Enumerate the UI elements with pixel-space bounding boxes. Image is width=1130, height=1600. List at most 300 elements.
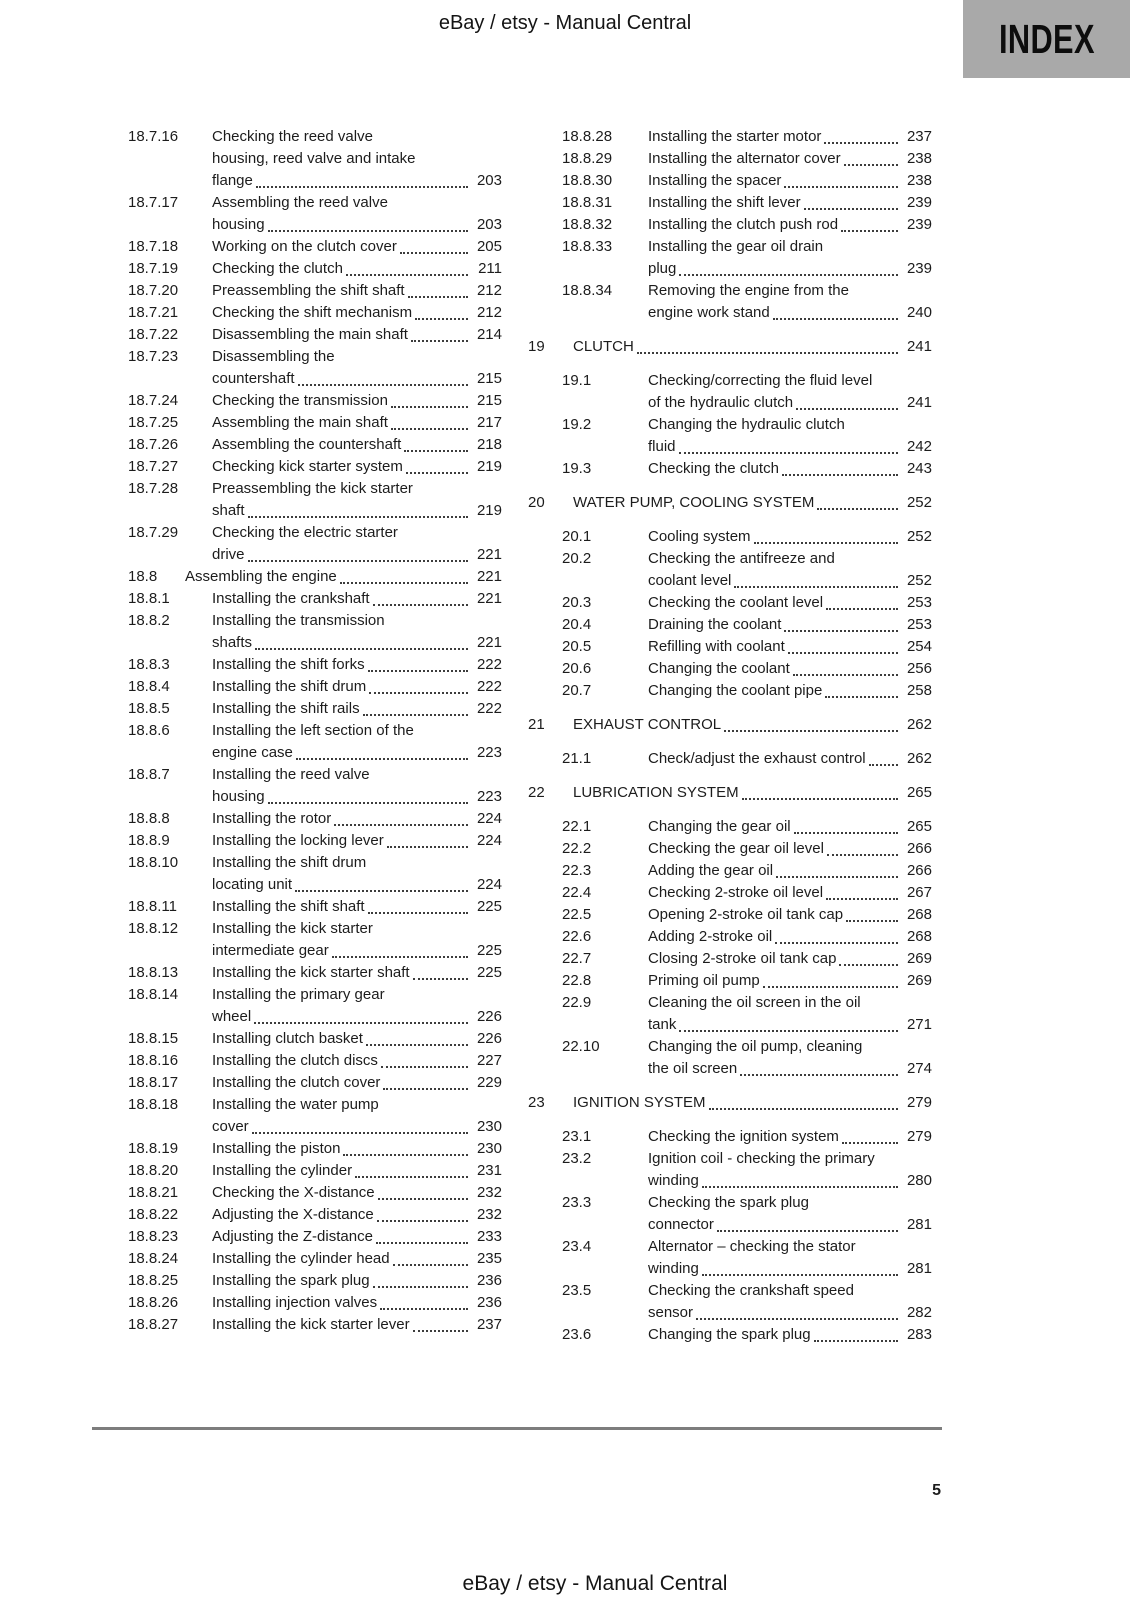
- toc-entry-number: 22.5: [562, 906, 592, 923]
- toc-entry: [528, 214, 932, 236]
- toc-entry-last-line: [212, 1050, 502, 1072]
- toc-entry-title-line: Changing the spark plug: [648, 1326, 811, 1343]
- dot-leader: [824, 126, 898, 144]
- toc-entry-title-line: Installing the piston: [212, 1140, 341, 1157]
- dot-leader: [404, 434, 468, 452]
- toc-entry-page: 212: [476, 282, 502, 299]
- toc-entry-number: 18.7.25: [128, 414, 179, 431]
- toc-entry: [128, 1094, 502, 1138]
- dot-leader: [377, 1204, 468, 1222]
- dot-leader: [734, 570, 898, 588]
- toc-entry-page: 237: [476, 1316, 502, 1333]
- toc-entry-page: 241: [906, 338, 932, 355]
- toc-entry-number: 18.7.27: [128, 458, 179, 475]
- toc-entry-title-line: WATER PUMP, COOLING SYSTEM: [573, 494, 815, 511]
- toc-entry-last-line: [648, 636, 932, 658]
- toc-entry-title-line: Ignition coil - checking the primary: [648, 1150, 875, 1167]
- toc-entry-last-line: [648, 392, 932, 414]
- dot-leader: [383, 1072, 468, 1090]
- toc-entry-body: [648, 214, 932, 236]
- dot-leader: [391, 390, 468, 408]
- toc-entry-number: 23: [528, 1094, 545, 1111]
- toc-entry-title-line: Cooling system: [648, 528, 751, 545]
- toc-entry-number: 18.8.9: [128, 832, 170, 849]
- toc-entry-page: 221: [476, 590, 502, 607]
- toc-entry-page: 212: [476, 304, 502, 321]
- toc-entry-title-line: Checking the transmission: [212, 392, 388, 409]
- toc-entry-page: 222: [476, 700, 502, 717]
- toc-entry-title-line: CLUTCH: [573, 338, 634, 355]
- toc-entry: [528, 414, 932, 458]
- dot-leader: [784, 614, 898, 632]
- toc-entry-body: [648, 148, 932, 170]
- toc-entry-title-line: Checking 2-stroke oil level: [648, 884, 824, 901]
- toc-entry-page: 222: [476, 656, 502, 673]
- dot-leader: [363, 698, 468, 716]
- toc-entry-title-line: Installing the transmission: [212, 612, 385, 629]
- toc-entry-body: [212, 456, 502, 478]
- dot-leader: [724, 714, 898, 732]
- dot-leader: [717, 1214, 898, 1232]
- dot-leader: [252, 1116, 468, 1134]
- toc-entry-page: 233: [476, 1228, 502, 1245]
- dot-leader: [846, 904, 898, 922]
- dot-leader: [702, 1170, 898, 1188]
- toc-entry-page: 225: [476, 942, 502, 959]
- toc-entry-body: [648, 170, 932, 192]
- toc-entry-page: 232: [476, 1184, 502, 1201]
- toc-entry-number: 18.7.20: [128, 282, 179, 299]
- toc-entry-last-line: [212, 698, 502, 720]
- toc-entry-last-line: [648, 458, 932, 480]
- toc-entry-title-line: Installing the kick starter shaft: [212, 964, 410, 981]
- toc-entry-last-line: [212, 632, 502, 654]
- toc-entry: [128, 1248, 502, 1270]
- toc-entry-title-line: Installing injection valves: [212, 1294, 378, 1311]
- toc-entry-title-line: Preassembling the kick starter: [212, 480, 413, 497]
- toc-entry-body: [573, 714, 932, 736]
- toc-entry: [128, 390, 502, 412]
- toc-entry-body: [212, 610, 502, 654]
- toc-entry-page: 269: [906, 972, 932, 989]
- toc-entry-title-line: Installing the cylinder: [212, 1162, 353, 1179]
- index-tab: [963, 0, 1130, 78]
- toc-entry-body: [648, 192, 932, 214]
- toc-entry-page: 281: [906, 1260, 932, 1277]
- toc-entry-page: 214: [476, 326, 502, 343]
- toc-entry-title-line: Installing the gear oil drain: [648, 238, 824, 255]
- toc-entry: [128, 1138, 502, 1160]
- toc-entry: [128, 698, 502, 720]
- toc-entry-number: 18.8.19: [128, 1140, 179, 1157]
- toc-entry-page: 279: [906, 1094, 932, 1111]
- toc-entry-body: [648, 1324, 932, 1346]
- dot-leader: [754, 526, 898, 544]
- dot-leader: [346, 258, 468, 276]
- toc-entry-body: [185, 566, 502, 588]
- toc-entry-page: 280: [906, 1172, 932, 1189]
- toc-entry-body: [648, 882, 932, 904]
- toc-entry: [528, 592, 932, 614]
- dot-leader: [415, 302, 468, 320]
- toc-entry-last-line: [212, 1028, 502, 1050]
- toc-entry-body: [212, 588, 502, 610]
- toc-entry-last-line: [212, 962, 502, 984]
- dot-leader: [373, 588, 468, 606]
- toc-entry-body: [212, 1248, 502, 1270]
- toc-entry-page: 223: [476, 744, 502, 761]
- toc-entry: [528, 614, 932, 636]
- toc-entry: [128, 654, 502, 676]
- toc-entry-body: [212, 280, 502, 302]
- toc-entry-body: [648, 816, 932, 838]
- toc-entry-body: [212, 1204, 502, 1226]
- toc-entry: [528, 1324, 932, 1346]
- toc-entry: [528, 948, 932, 970]
- toc-entry-number: 18.8.27: [128, 1316, 179, 1333]
- dot-leader: [709, 1092, 898, 1110]
- toc-entry-last-line: [648, 948, 932, 970]
- toc-entry-title-line: engine case: [212, 744, 293, 761]
- toc-entry: [128, 1226, 502, 1248]
- toc-entry-page: 211: [478, 260, 502, 277]
- toc-entry-page: 223: [476, 788, 502, 805]
- toc-entry-page: 236: [476, 1272, 502, 1289]
- toc-entry-last-line: [212, 588, 502, 610]
- toc-entry-last-line: [648, 214, 932, 236]
- toc-entry-last-line: [648, 1302, 932, 1324]
- toc-entry-number: 20.6: [562, 660, 592, 677]
- toc-entry-page: 203: [476, 216, 502, 233]
- toc-entry-number: 18.8.28: [562, 128, 613, 145]
- toc-entry: [128, 258, 502, 280]
- toc-entry-body: [573, 782, 932, 804]
- toc-entry-page: 221: [476, 634, 502, 651]
- toc-entry-body: [648, 992, 932, 1036]
- toc-entry-last-line: [185, 566, 502, 588]
- toc-entry: [528, 748, 932, 770]
- toc-entry-body: [212, 1160, 502, 1182]
- toc-entry-title-line: Installing the clutch cover: [212, 1074, 381, 1091]
- toc-entry-title-line: Disassembling the main shaft: [212, 326, 408, 343]
- toc-entry-number: 18.8.22: [128, 1206, 179, 1223]
- dot-leader: [782, 458, 898, 476]
- toc-entry-number: 18.8.18: [128, 1096, 179, 1113]
- toc-entry-title-line: housing: [212, 788, 265, 805]
- toc-entry-last-line: [212, 1292, 502, 1314]
- toc-column-left: [128, 126, 502, 1336]
- toc-entry-page: 265: [906, 818, 932, 835]
- toc-entry-number: 22.10: [562, 1038, 600, 1055]
- toc-entry: [128, 126, 502, 192]
- toc-entry-body: [212, 1314, 502, 1336]
- toc-entry-last-line: [648, 1058, 932, 1080]
- toc-entry-title-line: Assembling the reed valve: [212, 194, 388, 211]
- toc-entry-title-line: Check/adjust the exhaust control: [648, 750, 866, 767]
- toc-entry: [528, 1148, 932, 1192]
- toc-entry-body: [648, 658, 932, 680]
- toc-entry-last-line: [212, 280, 502, 302]
- toc-entry-page: 215: [476, 392, 502, 409]
- toc-entry-last-line: [212, 940, 502, 962]
- dot-leader: [776, 860, 898, 878]
- toc-entry-title-line: Installing the clutch discs: [212, 1052, 378, 1069]
- toc-entry-last-line: [648, 1170, 932, 1192]
- toc-entry-body: [212, 1028, 502, 1050]
- toc-entry: [528, 280, 932, 324]
- page-footer-title: eBay / etsy - Manual Central: [462, 1572, 728, 1595]
- toc-entry-title-line: flange: [212, 172, 253, 189]
- toc-entry-title-line: Opening 2-stroke oil tank cap: [648, 906, 844, 923]
- toc-entry-title-line: winding: [648, 1172, 699, 1189]
- toc-entry-number: 18.8.30: [562, 172, 613, 189]
- toc-entry-number: 20.4: [562, 616, 592, 633]
- toc-entry: [128, 302, 502, 324]
- toc-entry-page: 253: [906, 616, 932, 633]
- toc-entry-number: 18.8.33: [562, 238, 613, 255]
- toc-entry: [528, 336, 932, 358]
- dot-leader: [788, 636, 898, 654]
- toc-entry-number: 18.8.20: [128, 1162, 179, 1179]
- toc-entry-page: 217: [476, 414, 502, 431]
- dot-leader: [248, 544, 468, 562]
- toc-entry-title-line: Installing the shift forks: [212, 656, 365, 673]
- dot-leader: [366, 1028, 468, 1046]
- toc-entry-body: [648, 904, 932, 926]
- toc-entry-page: 215: [476, 370, 502, 387]
- dot-leader: [413, 1314, 468, 1332]
- toc-entry-title-line: wheel: [212, 1008, 252, 1025]
- toc-entry: [528, 1092, 932, 1114]
- toc-entry-page: 230: [476, 1118, 502, 1135]
- toc-entry-page: 262: [906, 716, 932, 733]
- toc-entry-page: 224: [476, 810, 502, 827]
- toc-entry-page: 279: [906, 1128, 932, 1145]
- toc-entry-body: [212, 1182, 502, 1204]
- toc-entry-title-line: Draining the coolant: [648, 616, 782, 633]
- toc-entry-body: [212, 918, 502, 962]
- toc-entry-last-line: [648, 614, 932, 636]
- toc-entry-body: [648, 1236, 932, 1280]
- toc-entry-title-line: Assembling the main shaft: [212, 414, 388, 431]
- toc-entry-number: 22.3: [562, 862, 592, 879]
- toc-entry-body: [212, 984, 502, 1028]
- toc-entry-last-line: [648, 570, 932, 592]
- toc-entry: [128, 830, 502, 852]
- toc-entry-page: 262: [906, 750, 932, 767]
- toc-entry-title-line: housing, reed valve and intake: [212, 150, 416, 167]
- toc-entry-body: [212, 258, 502, 280]
- toc-entry: [128, 896, 502, 918]
- toc-entry-title-line: Installing the alternator cover: [648, 150, 841, 167]
- toc-entry-title-line: Checking kick starter system: [212, 458, 403, 475]
- toc-entry: [528, 926, 932, 948]
- toc-entry-title-line: LUBRICATION SYSTEM: [573, 784, 739, 801]
- toc-entry-title-line: Installing the kick starter lever: [212, 1316, 410, 1333]
- dot-leader: [841, 214, 898, 232]
- toc-entry-last-line: [212, 1138, 502, 1160]
- toc-entry-last-line: [212, 412, 502, 434]
- toc-entry-page: 227: [476, 1052, 502, 1069]
- dot-leader: [411, 324, 468, 342]
- toc-entry-title-line: Installing the clutch push rod: [648, 216, 839, 233]
- toc-entry-number: 20.5: [562, 638, 592, 655]
- toc-entry-number: 18.7.19: [128, 260, 179, 277]
- footer-divider: [92, 1427, 942, 1430]
- toc-entry-page: 236: [476, 1294, 502, 1311]
- toc-entry: [128, 1204, 502, 1226]
- toc-entry-page: 221: [476, 568, 502, 585]
- toc-entry-number: 18.7.21: [128, 304, 179, 321]
- dot-leader: [400, 236, 468, 254]
- toc-entry-last-line: [648, 860, 932, 882]
- toc-entry-title-line: Installing the left section of the: [212, 722, 414, 739]
- toc-entry-title-line: Disassembling the: [212, 348, 335, 365]
- toc-entry-last-line: [212, 1226, 502, 1248]
- dot-leader: [784, 170, 898, 188]
- dot-leader: [679, 258, 898, 276]
- toc-entry: [128, 1028, 502, 1050]
- dot-leader: [775, 926, 898, 944]
- toc-entry-body: [648, 1280, 932, 1324]
- toc-entry-title-line: housing: [212, 216, 265, 233]
- toc-entry-last-line: [648, 1258, 932, 1280]
- toc-entry-page: 243: [906, 460, 932, 477]
- toc-entry: [128, 1050, 502, 1072]
- toc-entry-title-line: Installing the shift shaft: [212, 898, 365, 915]
- toc-entry: [128, 1072, 502, 1094]
- toc-entry-last-line: [212, 676, 502, 698]
- dot-leader: [702, 1258, 898, 1276]
- toc-entry-page: 232: [476, 1206, 502, 1223]
- toc-entry-page: 252: [906, 528, 932, 545]
- toc-entry-title-line: Changing the oil pump, cleaning: [648, 1038, 863, 1055]
- toc-entry: [128, 192, 502, 236]
- dot-leader: [376, 1226, 468, 1244]
- toc-entry-body: [212, 1292, 502, 1314]
- toc-entry-body: [648, 526, 932, 548]
- toc-entry-title-line: Installing the spark plug: [212, 1272, 370, 1289]
- dot-leader: [393, 1248, 468, 1266]
- toc-entry-body: [648, 592, 932, 614]
- toc-entry-body: [648, 748, 932, 770]
- toc-entry-page: 274: [906, 1060, 932, 1077]
- toc-entry-body: [212, 412, 502, 434]
- toc-entry-body: [212, 808, 502, 830]
- toc-entry-body: [212, 654, 502, 676]
- dot-leader: [387, 830, 468, 848]
- toc-entry-page: 205: [476, 238, 502, 255]
- toc-entry-last-line: [212, 324, 502, 346]
- dot-leader: [381, 1050, 468, 1068]
- toc-entry-number: 18.8.17: [128, 1074, 179, 1091]
- dot-leader: [679, 1014, 898, 1032]
- toc-entry-page: 282: [906, 1304, 932, 1321]
- toc-entry-last-line: [212, 1072, 502, 1094]
- toc-entry: [528, 904, 932, 926]
- dot-leader: [368, 654, 468, 672]
- toc-entry-number: 18.8.6: [128, 722, 170, 739]
- toc-entry-number: 18.7.17: [128, 194, 179, 211]
- dot-leader: [334, 808, 468, 826]
- toc-entry: [128, 324, 502, 346]
- toc-entry: [128, 588, 502, 610]
- toc-entry-title-line: winding: [648, 1260, 699, 1277]
- toc-entry: [528, 236, 932, 280]
- toc-entry-number: 18.8.26: [128, 1294, 179, 1311]
- toc-entry-page: 252: [906, 572, 932, 589]
- toc-entry-page: 252: [906, 494, 932, 511]
- toc-entry: [528, 526, 932, 548]
- toc-entry-last-line: [648, 970, 932, 992]
- dot-leader: [773, 302, 898, 320]
- dot-leader: [355, 1160, 468, 1178]
- toc-entry-number: 18.8: [128, 568, 158, 585]
- dot-leader: [368, 896, 468, 914]
- toc-entry-body: [648, 838, 932, 860]
- toc-entry-title-line: connector: [648, 1216, 714, 1233]
- toc-entry-number: 19.2: [562, 416, 592, 433]
- dot-leader: [637, 336, 898, 354]
- toc-entry-title-line: Checking the coolant level: [648, 594, 824, 611]
- toc-entry-last-line: [212, 786, 502, 808]
- toc-entry: [128, 1160, 502, 1182]
- dot-leader: [378, 1182, 468, 1200]
- toc-entry-page: 266: [906, 862, 932, 879]
- toc-entry-body: [212, 126, 502, 192]
- toc-entry-title-line: Cleaning the oil screen in the oil: [648, 994, 861, 1011]
- toc-entry: [528, 170, 932, 192]
- toc-entry-body: [212, 390, 502, 412]
- toc-entry-page: 268: [906, 928, 932, 945]
- toc-entry-title-line: tank: [648, 1016, 677, 1033]
- toc-entry-body: [212, 962, 502, 984]
- toc-entry-page: 219: [476, 458, 502, 475]
- toc-entry-last-line: [648, 816, 932, 838]
- toc-entry-body: [212, 830, 502, 852]
- toc-entry: [128, 676, 502, 698]
- toc-entry-title-line: Checking the electric starter: [212, 524, 398, 541]
- toc-entry-body: [212, 764, 502, 808]
- toc-entry-page: 258: [906, 682, 932, 699]
- toc-entry-number: 18.8.2: [128, 612, 170, 629]
- toc-entry-number: 19.1: [562, 372, 592, 389]
- toc-entry-page: 219: [476, 502, 502, 519]
- toc-entry-number: 18.7.23: [128, 348, 179, 365]
- toc-entry-title-line: Working on the clutch cover: [212, 238, 397, 255]
- toc-entry-last-line: [648, 126, 932, 148]
- dot-leader: [340, 566, 468, 584]
- toc-entry-page: 256: [906, 660, 932, 677]
- toc-entry-title-line: Installing the locking lever: [212, 832, 384, 849]
- toc-entry-last-line: [648, 658, 932, 680]
- toc-entry-last-line: [648, 838, 932, 860]
- toc-entry-title-line: shafts: [212, 634, 253, 651]
- toc-entry-number: 18.8.12: [128, 920, 179, 937]
- toc-entry-page: 242: [906, 438, 932, 455]
- dot-leader: [332, 940, 468, 958]
- toc-entry-title-line: plug: [648, 260, 677, 277]
- toc-entry-number: 22.7: [562, 950, 592, 967]
- toc-entry-last-line: [648, 748, 932, 770]
- toc-entry: [528, 1236, 932, 1280]
- toc-entry-title-line: Checking the gear oil level: [648, 840, 824, 857]
- toc-entry: [128, 1314, 502, 1336]
- toc-entry: [128, 456, 502, 478]
- toc-entry-last-line: [648, 170, 932, 192]
- toc-entry-page: 218: [476, 436, 502, 453]
- dot-leader: [825, 680, 898, 698]
